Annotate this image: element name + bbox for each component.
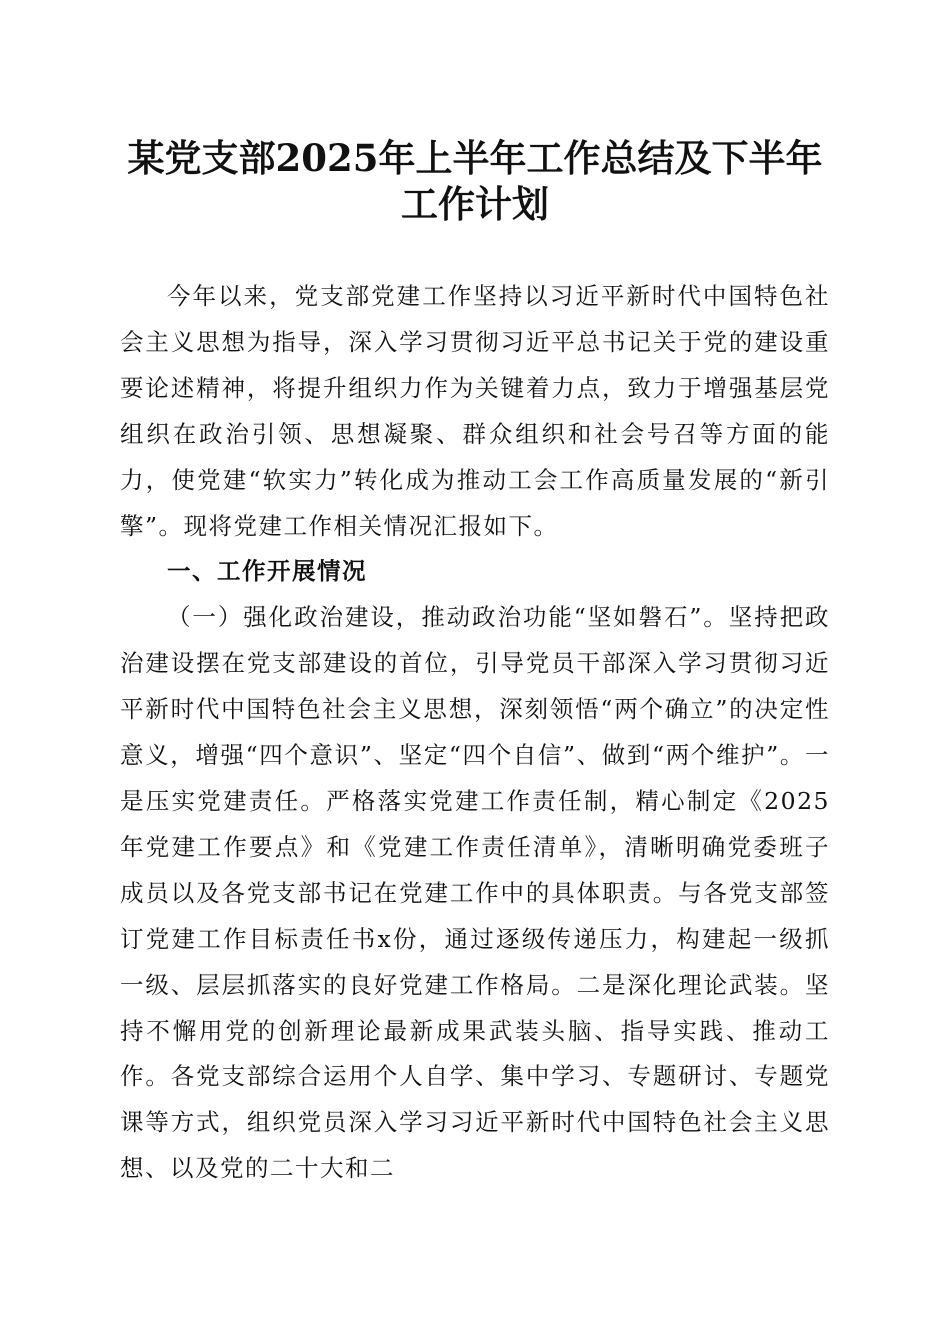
- subsection-heading-1: （一）强化政治建设，推动政治功能“坚如磐石”。: [167, 603, 729, 632]
- section-1-paragraph-1: [120, 595, 830, 1192]
- section-heading-1: 一、工作开展情况: [167, 557, 367, 586]
- subsection-body-1: 坚持把政治建设摆在党支部建设的首位，引导党员干部深入学习贯彻习近平新时代中国特色社会主义思想，深刻领悟“两个确立”的决定性意义，增强“四个意识”、坚定“四个自信”、做到“两个维护”。一是压实党建责任。严格落实党建工作责任制，精心制定《2025年党建工作要点》和《党建工作责任清单》，清晰明确党委班子成员以及各党支部书记在党建工作中的具体职责。与各党支部签订党建工作目标责任书x份，通过逐级传递压力，构建起一级抓一级、层层抓落实的良好党建工作格局。二是深化理论武装。坚持不懈用党的创新理论最新成果武装头脑、指导实践、推动工作。各党支部综合运用个人自学、集中学习、专题研讨、专题党课等方式，组织党员深入学习习近平新时代中国特色社会主义思想、以及党的二十大和二: [120, 603, 830, 1183]
- document-title: 某党支部2025年上半年工作总结及下半年工作计划: [127, 136, 823, 226]
- document-body: [120, 274, 830, 1192]
- intro-paragraph: 今年以来，党支部党建工作坚持以习近平新时代中国特色社会主义思想为指导，深入学习贯彻习近平总书记关于党的建设重要论述精神，将提升组织力作为关键着力点，致力于增强基层党组织在政治引领、思想凝聚、群众组织和社会号召等方面的能力，使党建“软实力”转化成为推动工会工作高质量发展的“新引擎”。现将党建工作相关情况汇报如下。: [120, 282, 830, 540]
